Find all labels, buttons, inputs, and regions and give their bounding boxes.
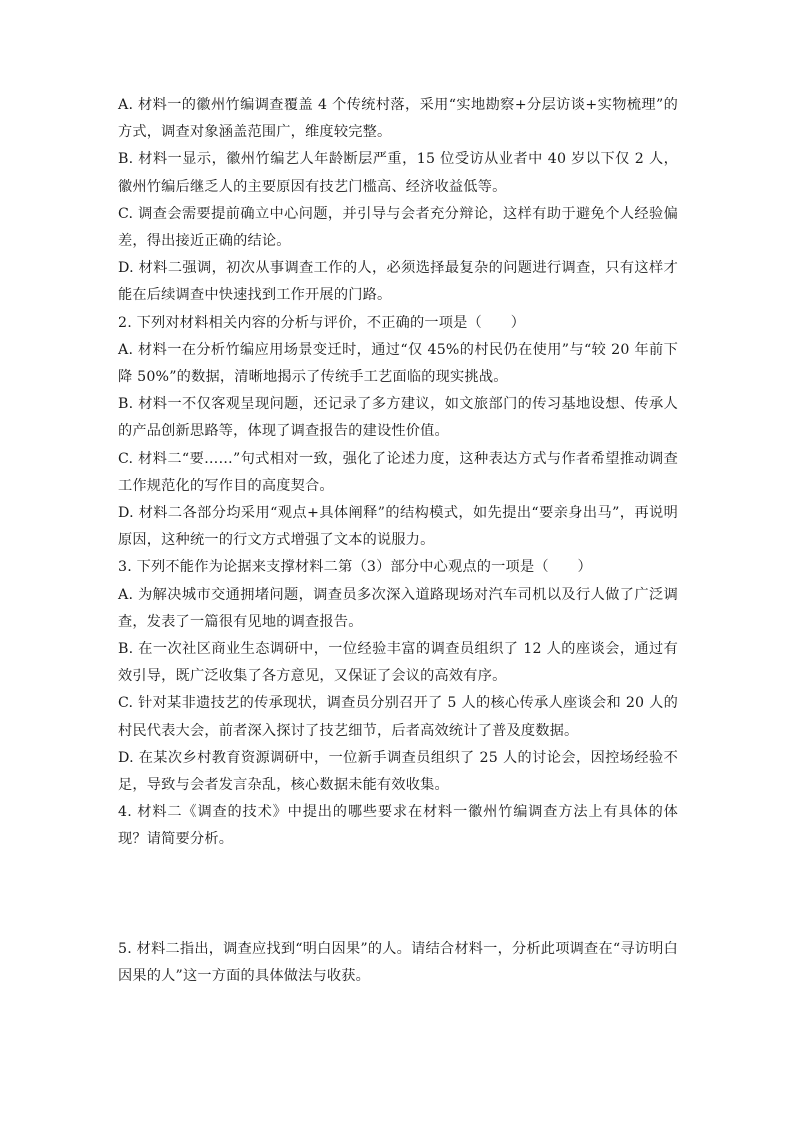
q1-option-a: A. 材料一的徽州竹编调查覆盖 4 个传统村落，采用“实地勘察+分层访谈+实物梳理”的方式，调查对象涵盖范围广，维度较完整。	[118, 97, 678, 141]
q2-option-d: D. 材料二各部分均采用“观点+具体阐释”的结构模式，如先提出“要亲身出马”，再说明原因，这种统一的行文方式增强了文本的说服力。	[118, 505, 678, 549]
q5-stem: 5. 材料二指出，调查应找到“明白因果”的人。请结合材料一，分析此项调查在“寻访明白因果的人”这一方面的具体做法与收获。	[118, 940, 678, 984]
q2-option-a: A. 材料一在分析竹编应用场景变迁时，通过“仅 45%的村民仍在使用”与“较 20 年前下降 50%”的数据，清晰地揭示了传统手工艺面临的现实挑战。	[118, 341, 678, 386]
q4-stem: 4. 材料二《调查的技术》中提出的哪些要求在材料一徽州竹编调查方法上有具体的体现？请简要分析。	[118, 804, 678, 848]
q3-option-b: B. 在一次社区商业生态调研中，一位经验丰富的调查员组织了 12 人的座谈会，通过有效引导，既广泛收集了各方意见，又保证了会议的高效有序。	[118, 641, 678, 685]
q2-option-c: C. 材料二“要……”句式相对一致，强化了论述力度，这种表达方式与作者希望推动调查工作规范化的写作目的高度契合。	[118, 450, 678, 494]
q2-option-b: B. 材料一不仅客观呈现问题，还记录了多方建议，如文旅部门的传习基地设想、传承人的产品创新思路等，体现了调查报告的建设性价值。	[118, 396, 678, 440]
exam-page	[118, 92, 678, 990]
q1-option-c: C. 调查会需要提前确立中心问题，并引导与会者充分辩论，这样有助于避免个人经验偏差，得出接近正确的结论。	[118, 205, 678, 250]
q3-stem: 3. 下列不能作为论据来支撑材料二第（3）部分中心观点的一项是（ ）	[118, 559, 592, 576]
q1-option-d: D. 材料二强调，初次从事调查工作的人，必须选择最复杂的问题进行调查，只有这样才能在后续调查中快速找到工作开展的门路。	[118, 260, 678, 304]
q3-option-d: D. 在某次乡村教育资源调研中，一位新手调查员组织了 25 人的讨论会，因控场经验不足，导致与会者发言杂乱，核心数据未能有效收集。	[118, 749, 678, 794]
q3-option-c: C. 针对某非遗技艺的传承现状，调查员分别召开了 5 人的核心传承人座谈会和 20 人的村民代表大会，前者深入探讨了技艺细节，后者高效统计了普及度数据。	[118, 695, 678, 739]
q1-option-b: B. 材料一显示，徽州竹编艺人年龄断层严重，15 位受访从业者中 40 岁以下仅 2 人，徽州竹编后继乏人的主要原因有技艺门槛高、经济收益低等。	[118, 151, 678, 195]
answer-space	[118, 854, 678, 936]
q2-stem: 2. 下列对材料相关内容的分析与评价，不正确的一项是（ ）	[118, 314, 526, 331]
q3-option-a: A. 为解决城市交通拥堵问题，调查员多次深入道路现场对汽车司机以及行人做了广泛调查，发表了一篇很有见地的调查报告。	[118, 586, 678, 630]
